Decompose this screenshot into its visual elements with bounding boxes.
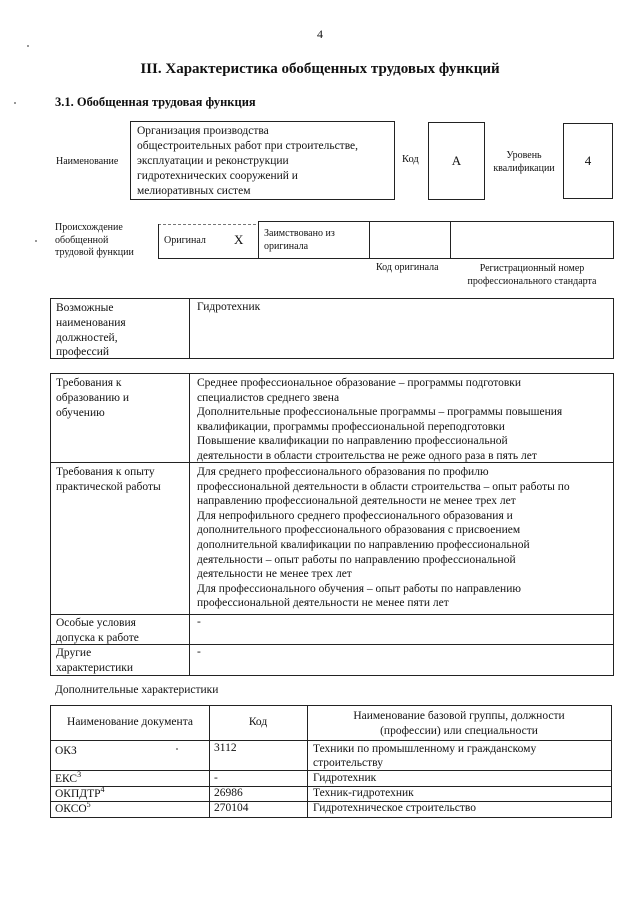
origin-divider [369,221,370,258]
other-characteristics-label: Другие характеристики [56,647,134,674]
scan-speck [14,102,16,104]
experience-requirements-value: Для среднего профессионального образования по профилю профессиональной деятельности в области строительства – опыт работы по направлению профессиональной деятельности не менее трех лет Для непрофильного среднего профессионального образования и дополнительного профессионального образования с присвоением дополнительной квалификации по направлению профессиональной деятельности – опыт работы по направлению профессиональной деятельности не менее трех лет Для профессионального обучения – опыт работы по направлению профессиональной деятельности не менее пяти лет [197,466,570,610]
header-code: Код [248,716,268,728]
header-document-name: Наименование документа [67,716,193,728]
positions-value: Гидротехник [197,301,261,313]
registration-number-caption: Регистрационный номер профессионального стандарта [467,263,597,287]
requirements-table [50,373,614,676]
special-conditions-label: Особые условия допуска к работе [56,617,139,644]
scan-speck [27,45,29,47]
section-title: III. Характеристика обобщенных трудовых функций [140,61,500,77]
table-row-doc: ЕКС$^3$ [55,770,82,785]
education-requirements-value: Среднее профессиональное образование – программы подготовки специалистов среднего звена Дополнительные профессиональные программы – программы повышения квалификации, программы профессиональной переподготовки Повышение квалификации по направлению профессиональной деятельности в области строительства не реже одного раза в пять лет [197,377,563,462]
original-label: Оригинал [164,235,206,246]
table-row-name: Гидротехник [313,772,377,784]
origin-top-line [258,221,614,222]
positions-label: Возможные наименования должностей, профессий [56,302,126,359]
additional-characteristics-title: Дополнительные характеристики [55,684,219,696]
table-row-code: 3112 [214,742,237,754]
page-number: 4 [317,27,323,41]
level-box [563,123,613,199]
function-code-label: Код [402,154,419,165]
function-name-value: Организация производства общестроительных работ при строительстве, эксплуатации и реконструкции гидротехнических сооружений и мелиоративных систем [137,125,359,197]
other-characteristics-value: - [197,646,201,658]
table-row-code: 26986 [214,787,243,799]
table-row-code: 270104 [214,802,249,814]
table-row-doc: ОКСО$^5$ [55,800,91,815]
table-row-doc: ОКЗ [55,744,77,757]
row-divider [51,740,611,741]
original-code-caption: Код оригинала [376,262,439,273]
borrowed-label: Заимствовано из оригинала [264,228,335,252]
function-code-value: A [451,153,462,168]
origin-label: Происхождение обобщенной трудовой функции [55,222,134,258]
origin-divider [613,221,614,258]
level-value: 4 [584,153,592,168]
table-row-doc: ОКПДТР$^4$ [55,785,105,800]
row-divider [51,614,613,615]
function-code-box [428,122,485,200]
table-row-name: Техник-гидротехник [313,787,414,799]
function-name-label: Наименование [56,156,119,167]
origin-divider [258,221,259,258]
header-group-name: Наименование базовой группы, должности (профессии) или специальности [353,710,565,737]
special-conditions-value: - [197,616,201,628]
origin-divider [158,224,159,258]
original-mark: X [234,232,244,247]
table-divider [189,374,190,675]
additional-characteristics-table [50,705,612,818]
origin-dashed-top [158,224,256,225]
scan-speck [35,240,37,242]
table-row-name: Техники по промышленному и гражданскому строительству [313,743,537,770]
table-row-code: - [214,772,218,784]
origin-bottom-line [158,258,614,259]
table-row-name: Гидротехническое строительство [313,802,477,814]
level-label: Уровень квалификации [493,150,555,174]
function-name-box [130,121,395,200]
experience-requirements-label: Требования к опыту практической работы [56,466,161,493]
origin-divider [450,221,451,258]
education-requirements-label: Требования к образованию и обучению [56,377,129,419]
positions-table [50,298,614,359]
table-divider [189,299,190,358]
subsection-title: 3.1. Обобщенная трудовая функция [55,95,256,109]
